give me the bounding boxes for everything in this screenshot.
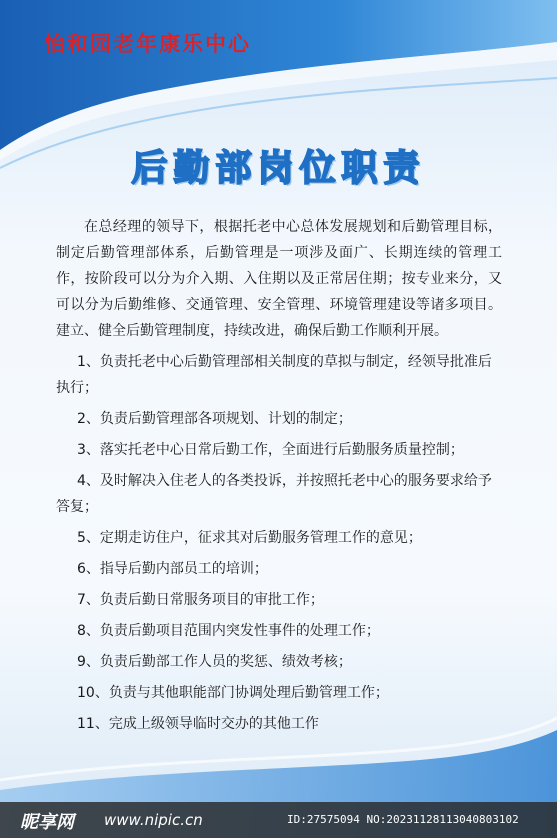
watermark-brand: 昵享网 [20,812,74,833]
duty-item: 9、负责后勤部工作人员的奖惩、绩效考核； [77,654,352,670]
watermark-id: ID:27575094 NO:20231128113040803102 [287,813,519,826]
duty-item: 4、及时解决入住老人的各类投诉，并按照托老中心的服务要求给予答复； [56,473,492,515]
duty-item: 10、负责与其他职能部门协调处理后勤管理工作； [77,685,389,701]
watermark-bar [0,802,557,838]
duty-item: 11、完成上级领导临时交办的其他工作 [77,716,319,732]
duty-item: 6、指导后勤内部员工的培训； [77,561,268,577]
watermark-site: www.nipic.cn [104,811,203,829]
duty-item: 8、负责后勤项目范围内突发性事件的处理工作； [77,623,380,639]
document-body [56,214,502,742]
duty-item: 2、负责后勤管理部各项规划、计划的制定； [77,411,352,427]
intro-paragraph: 在总经理的领导下，根据托老中心总体发展规划和后勤管理目标，制定后勤管理部体系，后勤管理是一项涉及面广、长期连续的管理工作，按阶段可以分为介入期、入住期以及正常居住期；按专业来分，又可以分为后勤维修、交通管理、安全管理、环境管理建设等诸多项目。建立、健全后勤管理制度，持续改进，确保后勤工作顺利开展。 [56,219,502,339]
organization-name: 怡和园老年康乐中心 [44,32,251,56]
duty-item: 1、负责托老中心后勤管理部相关制度的草拟与制定，经领导批准后执行； [56,354,492,396]
duty-item: 3、落实托老中心日常后勤工作，全面进行后勤服务质量控制； [77,442,464,458]
duty-item: 5、定期走访住户，征求其对后勤服务管理工作的意见； [77,530,422,546]
duty-item: 7、负责后勤日常服务项目的审批工作； [77,592,324,608]
page-title: 后勤部岗位职责 [131,148,426,189]
